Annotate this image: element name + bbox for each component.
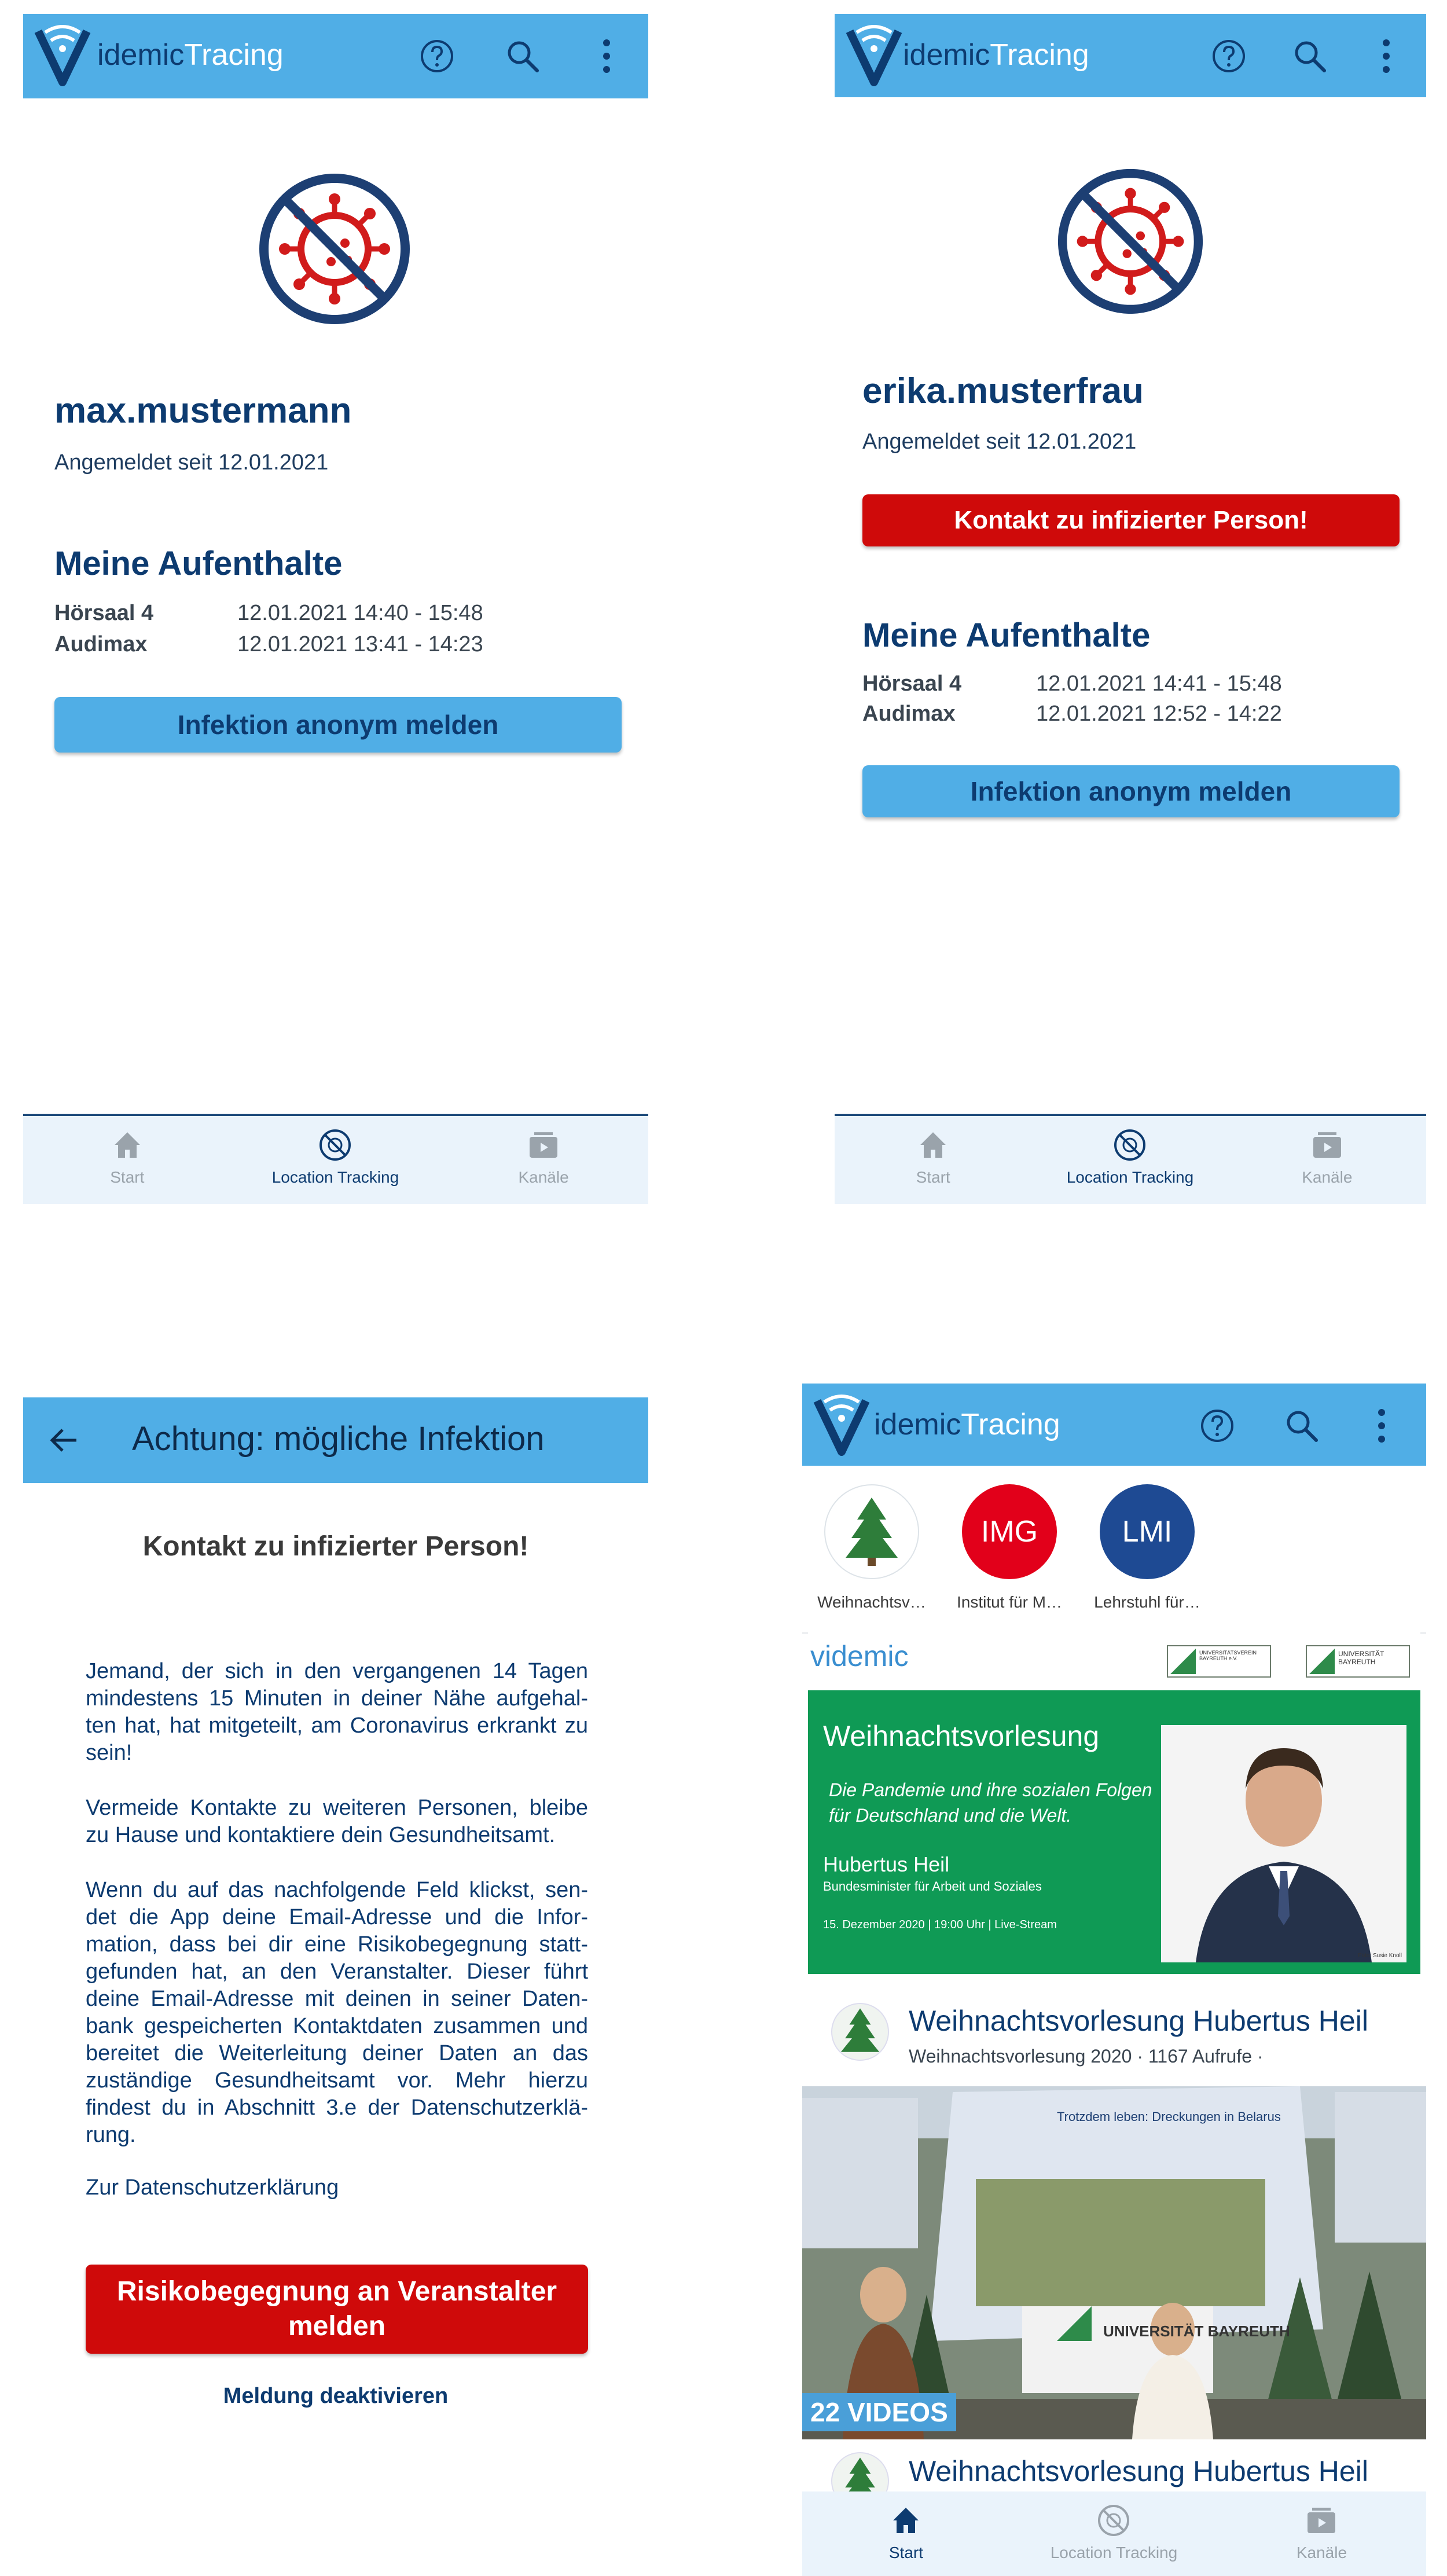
video-library-icon (526, 1128, 561, 1162)
nav-start-label: Start (916, 1168, 950, 1186)
videmic-logo-icon (813, 1394, 871, 1458)
report-infection-button[interactable]: Infektion anonym melden (862, 765, 1400, 817)
nav-tracking-label: Location Tracking (1050, 2544, 1178, 2562)
home-icon (916, 1128, 950, 1162)
photo-credit: Foto: Susie Knoll (1358, 1953, 1402, 1959)
poster-date: 15. Dezember 2020 | 19:00 Uhr | Live-Stream (823, 1918, 1057, 1931)
app-bar (802, 1384, 1426, 1466)
no-virus-icon (258, 173, 411, 325)
video-library-icon (1304, 2503, 1339, 2538)
channel-lmi[interactable] (1089, 1484, 1205, 1612)
poster-role: Bundesminister für Arbeit und Soziales (823, 1879, 1042, 1894)
login-since: Angemeldet seit 12.01.2021 (54, 450, 329, 475)
stay-time: 12.01.2021 14:41 - 15:48 (1036, 671, 1282, 696)
video-thumbnail-poster[interactable] (808, 1632, 1420, 1980)
nav-location-tracking[interactable] (232, 1128, 440, 1187)
video-library-icon (1310, 1128, 1345, 1162)
stay-place: Hörsaal 4 (54, 601, 154, 625)
search-icon[interactable] (1283, 1407, 1321, 1445)
videmic-logo-icon (845, 24, 903, 88)
help-icon[interactable] (1210, 37, 1248, 75)
speaker-photo (1161, 1725, 1406, 1962)
app-bar (23, 1397, 648, 1483)
stay-row (862, 702, 1282, 726)
video-title[interactable]: Weihnachtsvorlesung Hubertus Heil (909, 2455, 1368, 2487)
nav-start[interactable] (835, 1128, 1031, 1187)
video-meta: Weihnachtsvorlesung 2020 · 1167 Aufrufe · (909, 2046, 1264, 2067)
no-virus-nav-icon (1096, 2503, 1131, 2538)
stay-time: 12.01.2021 14:40 - 15:48 (237, 601, 483, 625)
more-menu-icon[interactable] (1362, 1407, 1401, 1445)
channel-label: Weihnachtsv… (817, 1593, 926, 1611)
channel-weihnachtsvorlesung[interactable] (814, 1484, 930, 1612)
channel-avatar: IMG (962, 1484, 1057, 1579)
app-title: idemicTracing (874, 1408, 1060, 1441)
home-icon (110, 1128, 145, 1162)
stay-place: Audimax (54, 632, 148, 656)
warning-heading: Kontakt zu infizierter Person! (142, 1531, 529, 1562)
stays-title: Meine Aufenthalte (862, 617, 1151, 654)
more-menu-icon[interactable] (587, 37, 626, 75)
channel-avatar-small[interactable] (831, 2003, 889, 2061)
search-icon[interactable] (504, 37, 542, 75)
bottom-navigation (23, 1114, 648, 1204)
stay-time: 12.01.2021 13:41 - 14:23 (237, 632, 483, 656)
channel-label: Lehrstuhl für… (1094, 1593, 1200, 1611)
channel-label: Institut für M… (956, 1593, 1063, 1611)
report-risk-button[interactable]: Risikobegegnung an Veranstalter melden (86, 2265, 588, 2354)
no-virus-icon (1057, 168, 1204, 315)
info-paragraph: Wenn du auf das nachfolgende Feld klickst, sen-det die App deine Email-Adresse und die Infor-mation, dass bei dir eine Risikobegegnung statt-gefunden hat, an den Veranstalter. Dieser führt deine Email-Adresse mit deinen in seiner Daten-bank gespeicherten Kontaktdaten zusammen und bereitet die Weiterleitung deiner Daten an das zuständige Gesundheitsamt vor. Mehr hierzu findest du in Abschnitt 3.e der Datenschutzerklä-rung. (86, 1878, 588, 2147)
username: max.mustermann (54, 391, 352, 431)
stay-time: 12.01.2021 12:52 - 14:22 (1036, 702, 1282, 726)
nav-start[interactable] (802, 2503, 1010, 2562)
uni-logo-2: UNIVERSITÄT BAYREUTH (1306, 1645, 1410, 1678)
screen-start-feed (802, 1384, 1426, 2576)
christmas-tree-icon (840, 1494, 904, 1569)
infected-contact-alert[interactable]: Kontakt zu infizierter Person! (862, 494, 1400, 546)
video-title[interactable]: Weihnachtsvorlesung Hubertus Heil (909, 2005, 1368, 2037)
poster-logo: videmic (810, 1640, 909, 1672)
deactivate-notice-link[interactable]: Meldung deaktivieren (223, 2384, 449, 2408)
nav-channels[interactable] (439, 1128, 648, 1187)
christmas-tree-icon (832, 2004, 888, 2060)
nav-channels-label: Kanäle (518, 1168, 569, 1186)
nav-channels-label: Kanäle (1302, 1168, 1353, 1186)
videmic-logo-icon (34, 24, 91, 88)
bottom-navigation (835, 1114, 1426, 1204)
app-bar (23, 14, 648, 98)
privacy-policy-link[interactable]: Zur Datenschutzerklärung (86, 2175, 339, 2200)
home-icon (888, 2503, 923, 2538)
no-virus-nav-icon (1112, 1128, 1147, 1162)
poster-header (808, 1632, 1420, 1688)
banner-text: UNIVERSITÄT BAYREUTH (1103, 2322, 1290, 2340)
screen-profile-max (23, 14, 648, 1204)
poster-title: Weihnachtsvorlesung (823, 1720, 1100, 1752)
advice-paragraph: Vermeide Kontakte zu weiteren Personen, bleibe zu Hause und kontaktiere dein Gesundheitsamt. (86, 1796, 588, 1847)
nav-location-tracking[interactable] (1010, 2503, 1218, 2562)
channel-avatar: LMI (1100, 1484, 1195, 1579)
stay-place: Audimax (862, 702, 956, 726)
stay-row (54, 632, 483, 657)
login-since: Angemeldet seit 12.01.2021 (862, 430, 1137, 454)
nav-start-label: Start (888, 2544, 924, 2562)
no-virus-nav-icon (318, 1128, 352, 1162)
nav-tracking-label: Location Tracking (1066, 1168, 1194, 1186)
nav-tracking-label: Location Tracking (271, 1168, 399, 1186)
bottom-navigation (802, 2491, 1426, 2576)
nav-start[interactable] (23, 1128, 232, 1187)
person-photo-icon (1161, 1725, 1406, 1962)
video-thumbnail-lecture[interactable] (802, 2086, 1426, 2439)
help-icon[interactable] (1198, 1407, 1236, 1445)
username: erika.musterfrau (862, 371, 1144, 411)
screen-infection-warning (23, 1397, 648, 2576)
warning-paragraph: Jemand, der sich in den vergangenen 14 Tagen mindestens 15 Minuten in deiner Nähe aufgehal-ten hat, hat mitgeteilt, am Coronavirus erkrankt zu sein! (86, 1659, 588, 1765)
app-title: idemicTracing (97, 38, 284, 72)
nav-channels[interactable] (1229, 1128, 1426, 1187)
app-title: idemicTracing (903, 38, 1089, 72)
more-menu-icon[interactable] (1367, 37, 1405, 75)
app-bar (835, 14, 1426, 97)
stays-title: Meine Aufenthalte (54, 545, 343, 582)
screen-profile-erika (835, 14, 1426, 1204)
channel-avatar (824, 1484, 919, 1579)
nav-channels-label: Kanäle (1296, 2544, 1347, 2562)
back-arrow-icon[interactable] (46, 1423, 81, 1458)
search-icon[interactable] (1291, 37, 1329, 75)
stay-place: Hörsaal 4 (862, 671, 962, 696)
poster-speaker: Hubertus Heil (823, 1852, 950, 1876)
poster-subtitle: Die Pandemie und ihre sozialen Folgen für Deutschland und die Welt. (829, 1779, 1152, 1826)
page-title: Achtung: mögliche Infektion (132, 1420, 545, 1458)
slide-headline: Trotzdem leben: Dreckungen in Belarus (1057, 2109, 1281, 2124)
report-infection-button[interactable]: Infektion anonym melden (54, 697, 622, 753)
nav-start-label: Start (110, 1168, 145, 1186)
channel-img[interactable] (952, 1484, 1067, 1612)
stay-row (862, 671, 1282, 696)
uni-logo-1: UNIVERSITÄTSVEREIN BAYREUTH e.V. (1167, 1645, 1271, 1678)
poster-body (808, 1690, 1420, 1974)
help-icon[interactable] (418, 37, 456, 75)
nav-channels[interactable] (1218, 2503, 1426, 2562)
video-count-badge: 22 VIDEOS (802, 2393, 956, 2431)
nav-location-tracking[interactable] (1031, 1128, 1228, 1187)
lecture-hall-image (802, 2086, 1426, 2439)
stay-row (54, 601, 483, 626)
